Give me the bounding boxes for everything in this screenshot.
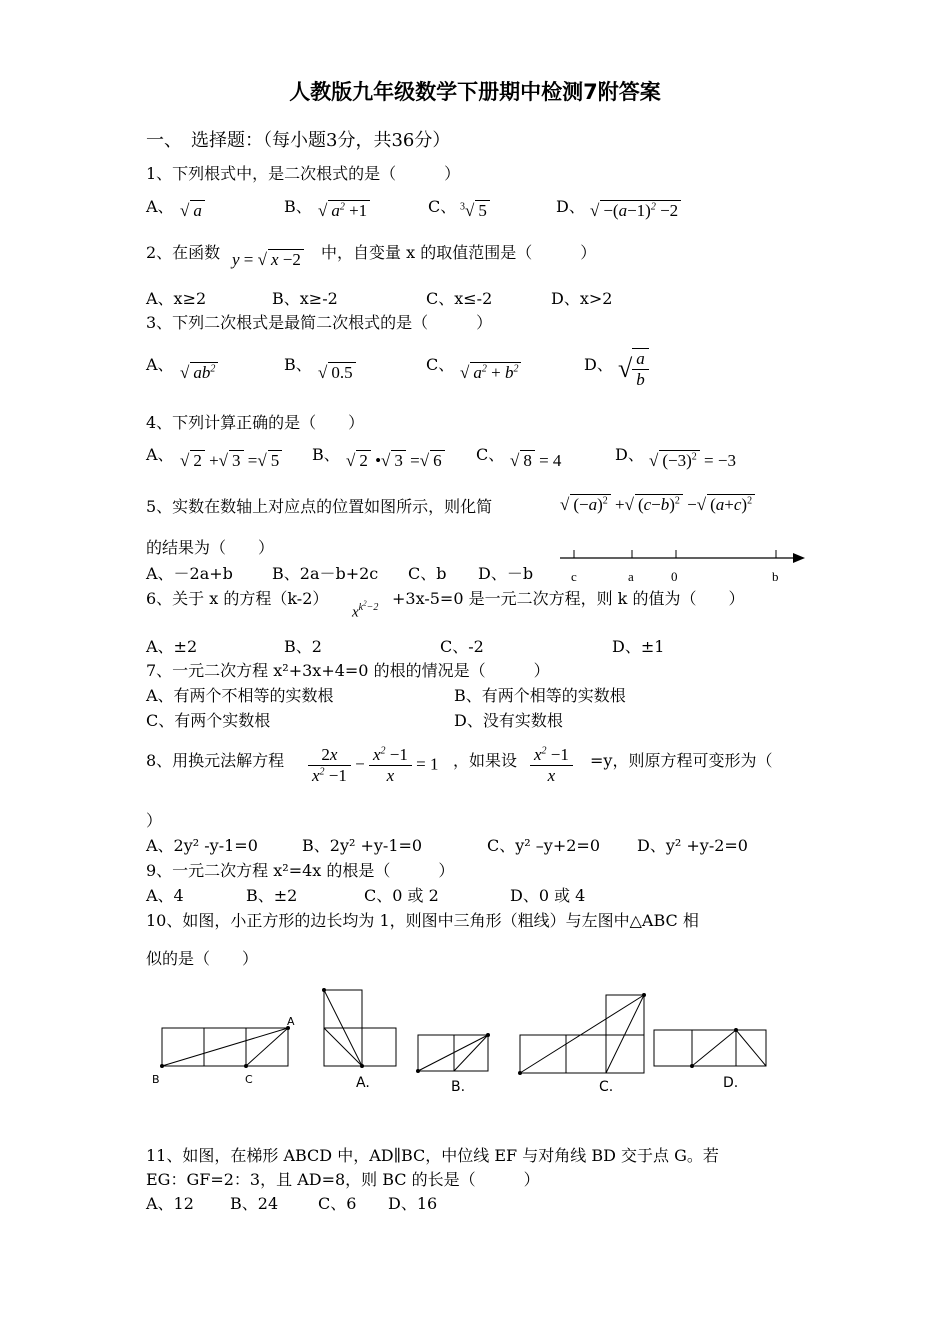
q4-option-c-math: √ 8 = 4: [510, 451, 562, 470]
q8-substitution: $\frac{x^2 -1}{x}$: [530, 745, 573, 786]
q1-option-a-math: √ a: [180, 200, 205, 221]
q8-option-d: D、y² +y-2=0: [637, 836, 748, 855]
q8-stem-a: 8、用换元法解方程: [146, 751, 285, 770]
q1-option-d-label: D、: [556, 197, 585, 216]
q6-option-d: D、±1: [612, 637, 665, 656]
q10-stem: 10、如图，小正方形的边长均为 1，则图中三角形（粗线）与左图中△ABC 相: [146, 911, 699, 930]
q3-option-d-label: D、: [584, 355, 613, 374]
q4-option-b-math: √ 2 •√ 3 =√ 6: [346, 450, 445, 471]
q3-option-c-math: √ $a^2 + b^2$: [460, 362, 521, 383]
q7-option-c: C、有两个实数根: [146, 711, 271, 730]
q2-option-d: D、x>2: [551, 289, 613, 308]
q5-stem-cont: 的结果为（ ）: [146, 538, 275, 557]
q11-option-c: C、6: [318, 1194, 357, 1213]
q8-option-a: A、2y² -y-1=0: [146, 836, 258, 855]
q8-option-c: C、y² –y+2=0: [487, 836, 600, 855]
q8-equation: $\frac{2x}{x^2 -1}$ − $\frac{x^2 -1}{x}$ = 1: [308, 745, 438, 786]
q5-option-b: B、2a－b+2c: [272, 564, 379, 583]
q9-option-b: B、±2: [246, 886, 298, 905]
q2-stem-a: 2、在函数: [146, 243, 221, 262]
q2-stem-b: 中，自变量 x 的取值范围是（ ）: [321, 243, 597, 262]
fig-label-a-point: A: [287, 1015, 295, 1028]
q3-option-d-math: √ $\frac{a}{b}$: [618, 348, 649, 390]
q3-option-c-label: C、: [426, 355, 455, 374]
q9-option-c: C、0 或 2: [364, 886, 439, 905]
q8-option-b: B、2y² +y-1=0: [302, 836, 423, 855]
q11-option-a: A、12: [146, 1194, 194, 1213]
q2-function: y = √ x −2: [232, 249, 304, 270]
section-heading: 一、 选择题：（每小题3分，共36分）: [146, 130, 451, 151]
q1-option-b-label: B、: [284, 197, 312, 216]
q2-option-c: C、x≤-2: [426, 289, 493, 308]
q5-expression: √ $(-a)^2$ +√ $(c-b)^2$ −√ $(a+c)^2$: [560, 494, 755, 515]
axis-label-a: a: [628, 569, 634, 584]
q2-option-a: A、x≥2: [146, 289, 207, 308]
q1-stem: 1、下列根式中，是二次根式的是（ ）: [146, 164, 461, 183]
fig-label-b-point: B: [152, 1073, 160, 1086]
fig-option-b: B.: [451, 1079, 466, 1095]
q1-option-c-math: $^3$√ 5: [460, 200, 490, 221]
fig-option-d: D.: [723, 1075, 739, 1091]
q8-stem-b: ，如果设: [453, 751, 518, 770]
q4-option-d-label: D、: [615, 445, 644, 464]
q6-option-c: C、-2: [440, 637, 484, 656]
q11-stem: 11、如图，在梯形 ABCD 中，AD∥BC，中位线 EF 与对角线 BD 交于点 G。若: [146, 1146, 719, 1165]
axis-label-c: c: [571, 569, 577, 584]
q5-option-c: C、b: [408, 564, 447, 583]
number-line: [560, 545, 810, 590]
q11-option-b: B、24: [230, 1194, 279, 1213]
q7-option-d: D、没有实数根: [454, 711, 563, 730]
q3-stem: 3、下列二次根式是最简二次根式的是（ ）: [146, 313, 493, 332]
q5-option-a: A、－2a+b: [146, 564, 233, 583]
q1-option-a-label: A、: [146, 197, 174, 216]
axis-label-b: b: [772, 569, 779, 584]
q5-option-d: D、－b: [478, 564, 534, 583]
fig-option-a: A.: [356, 1075, 370, 1091]
q9-stem: 9、一元二次方程 x²=4x 的根是（ ）: [146, 861, 455, 880]
q7-stem: 7、一元二次方程 x²+3x+4=0 的根的情况是（ ）: [146, 661, 550, 680]
q4-option-a-label: A、: [146, 445, 174, 464]
q7-option-b: B、有两个相等的实数根: [454, 686, 626, 705]
q9-option-d: D、0 或 4: [510, 886, 586, 905]
q4-option-b-label: B、: [312, 445, 340, 464]
q4-stem: 4、下列计算正确的是（ ）: [146, 413, 365, 432]
q6-power: $x^{k^2-2}$: [352, 600, 379, 621]
fig-option-c: C.: [599, 1079, 614, 1095]
q5-stem: 5、实数在数轴上对应点的位置如图所示，则化简: [146, 497, 493, 516]
q4-option-d-math: √ $(-3)^2 = -3$: [649, 451, 736, 470]
q2-option-b: B、x≥-2: [272, 289, 338, 308]
q6-stem-b: +3x-5=0 是一元二次方程，则 k 的值为（ ）: [392, 589, 745, 608]
q1-option-c-label: C、: [428, 197, 457, 216]
q3-option-a-math: √ $ab^2$: [180, 362, 218, 383]
q9-option-a: A、4: [146, 886, 184, 905]
q8-close: ）: [146, 811, 163, 830]
q3-option-a-label: A、: [146, 355, 174, 374]
q6-option-a: A、±2: [146, 637, 198, 656]
q3-option-b-math: √ 0.5: [318, 362, 356, 383]
q7-option-a: A、有两个不相等的实数根: [146, 686, 334, 705]
page-title: 人教版九年级数学下册期中检测7附答案: [289, 80, 661, 104]
q10-stem-cont: 似的是（ ）: [146, 949, 259, 968]
fig-label-c-point: C: [245, 1073, 253, 1086]
q8-stem-c: =y，则原方程可变形为（: [590, 751, 773, 770]
q10-figures: [140, 985, 780, 1100]
q11-option-d: D、16: [388, 1194, 438, 1213]
q3-option-b-label: B、: [284, 355, 312, 374]
q11-stem-cont: EG：GF=2：3，且 AD=8，则 BC 的长是（ ）: [146, 1170, 540, 1189]
q4-option-a-math: √ 2 +√ 3 =√ 5: [180, 450, 282, 471]
axis-label-zero: 0: [671, 569, 678, 584]
q1-option-b-math: √ $a^2 +1$: [318, 200, 370, 221]
q6-stem-a: 6、关于 x 的方程（k-2）: [146, 589, 329, 608]
q4-option-c-label: C、: [476, 445, 505, 464]
q1-option-d-math: √ $-(a-1)^2 -2$: [590, 200, 681, 221]
q6-option-b: B、2: [284, 637, 322, 656]
